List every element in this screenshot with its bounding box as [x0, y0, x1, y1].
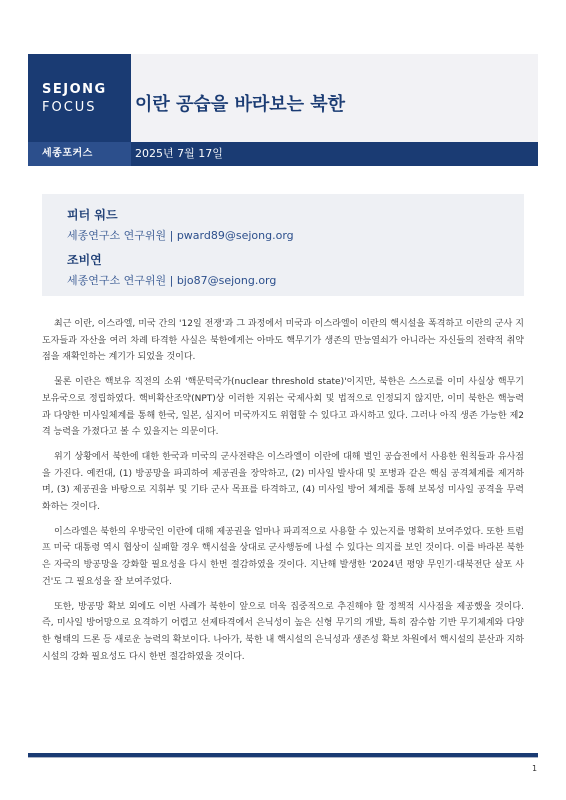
author-name-2: 조비연: [67, 253, 102, 267]
author-name-1: 피터 워드: [67, 208, 118, 222]
logo-text-top: SEJONG: [42, 82, 107, 97]
header-banner: [28, 54, 538, 154]
paragraph-2: 물론 이란은 핵보유 직전의 소위 '핵문턱국가(nuclear threshold state)'이지만, 북한은 스스로를 이미 사실상 핵무기 보유국으로 정립하였다. 핵비확산조약(NPT)상 이러한 지위는 국제사회 및 법적으로 인정되지 않지만, 이미 북한은 핵능력과 다양한 미사일체계를 통해 한국, 일본, 심지어 미국까지도 위협할 수 있다고 과시하고 있다. 그러나 아직 생존 가능한 제2격 능력을 가졌다고 볼 수 있을지는 의문이다.: [42, 377, 524, 438]
paragraph-5: 또한, 방공망 확보 외에도 이번 사례가 북한이 앞으로 더욱 집중적으로 추진해야 할 정책적 시사점을 제공했을 것이다. 즉, 미사일 방어망으로 요격하기 어렵고 선제타격에서 은닉성이 높은 신형 무기의 개발, 특히 잠수함 기반 무기체계와 다양한 형태의 드론 등 새로운 능력의 확보이다. 나아가, 북한 내 핵시설의 은닉성과 생존성 확보 차원에서 핵시설의 분산과 지하시설의 강화 필요성도 다시 한번 절감하였을 것이다.: [42, 601, 524, 662]
paragraph-1: 최근 이란, 이스라엘, 미국 간의 '12일 전쟁'과 그 과정에서 미국과 이스라엘이 이란의 핵시설을 폭격하고 이란의 군사 지도자들과 자산을 여러 차례 타격한 사실은 북한에게는 아마도 핵무기가 생존의 만능열쇠가 아니라는 자신들의 전략적 취약점을 재확인하는 계기가 되었을 것이다.: [42, 319, 524, 363]
footer-divider-thin: [28, 757, 538, 758]
article-body: [42, 316, 524, 673]
publication-date: 2025년 7월 17일: [135, 147, 223, 160]
subtitle-bar: [28, 142, 538, 166]
sejong-focus-logo: [28, 54, 131, 154]
author-affiliation-2: 세종연구소 연구위원 | bjo87@sejong.org: [67, 274, 277, 287]
author-box: [42, 194, 524, 296]
author-affiliation-1: 세종연구소 연구위원 | pward89@sejong.org: [67, 229, 294, 242]
logo-text-bottom: FOCUS: [42, 100, 97, 115]
page-number: 1: [532, 764, 538, 773]
paragraph-3: 위기 상황에서 북한에 대한 한국과 미국의 군사전략은 이스라엘이 이란에 대해 벌인 공습전에서 사용한 원칙들과 유사점을 가진다. 예컨대, (1) 방공망을 파괴하여 제공권을 장악하고, (2) 미사일 발사대 및 포병과 같은 핵심 공격체계를 제거하며, (3) 제공권을 바탕으로 지휘부 및 기타 군사 목표를 타격하고, (4) 미사일 방어 체계를 통해 보복성 미사일 공격을 무력화하는 것이다.: [42, 451, 524, 513]
series-label: 세종포커스: [28, 142, 131, 166]
paragraph-4: 이스라엘은 북한의 우방국인 이란에 대해 제공권을 얼마나 파괴적으로 사용할 수 있는지를 명확히 보여주었다. 또한 트럼프 미국 대통령 역시 협상이 실패할 경우 핵시설을 상대로 군사행동에 나설 수 있다는 의지를 보인 것이다. 이를 바라본 북한은 자국의 방공망을 강화할 필요성을 다시 한번 절감하였을 것이다. 지난해 발생한 '2024년 평양 무인기·대북전단 살포 사건'도 그 필요성을 잘 보여주었다.: [42, 526, 524, 587]
page-title: 이란 공습을 바라보는 북한: [135, 94, 346, 115]
